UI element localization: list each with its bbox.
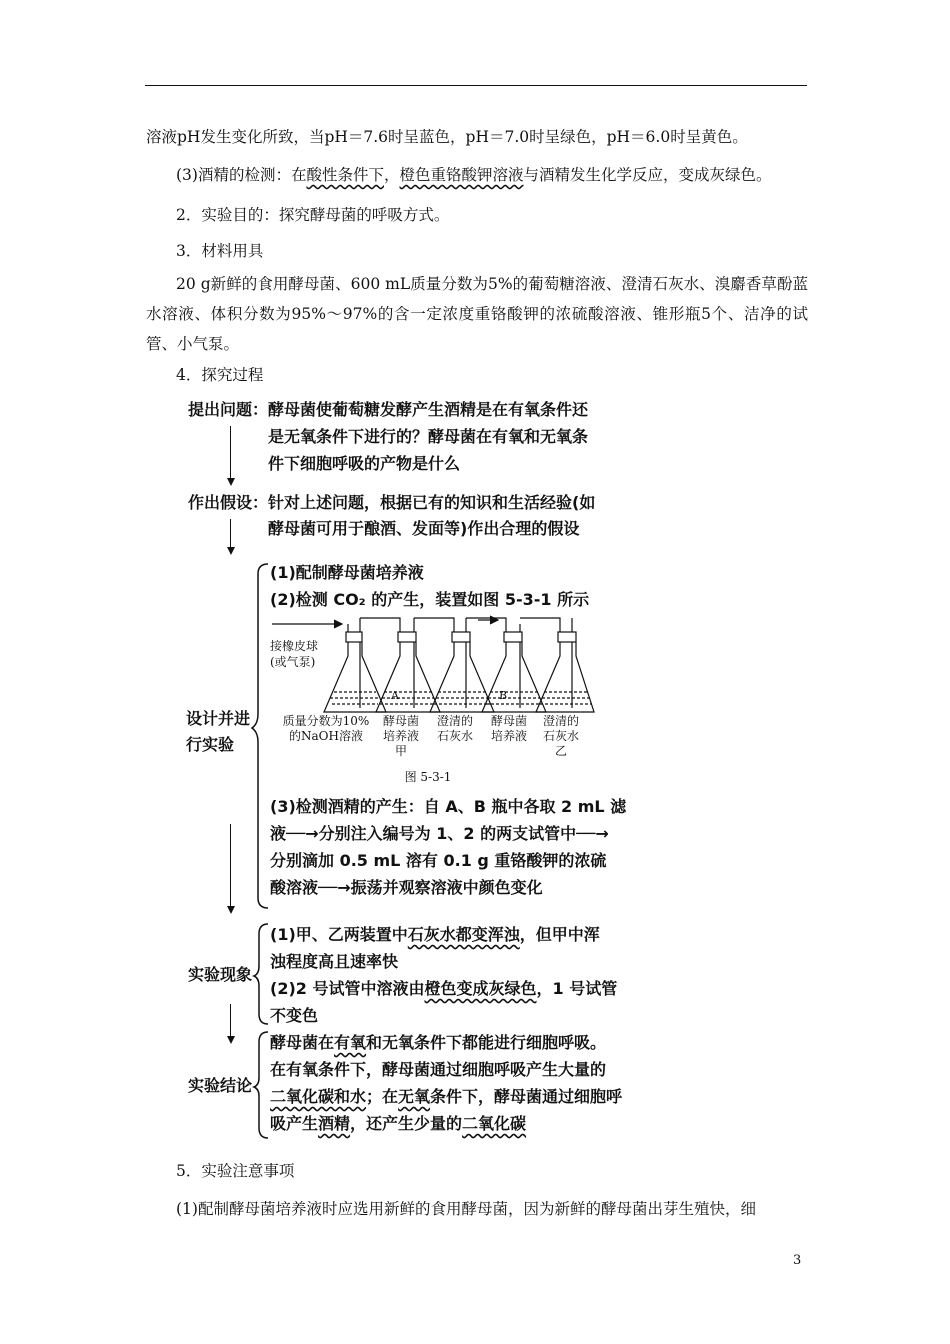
arrow-4-shaft bbox=[230, 1004, 231, 1038]
apparatus-diagram bbox=[268, 612, 598, 717]
figure-caption: 图 5-3-1 bbox=[404, 770, 452, 784]
design-step-3-line-2: 液──→分别注入编号为 1、2 的两支试管中──→ bbox=[270, 824, 609, 843]
observation-brace bbox=[252, 922, 272, 1026]
observation-1-suffix: ，但甲中浑 bbox=[519, 925, 600, 944]
conclusion-3-a: ；在 bbox=[366, 1087, 399, 1106]
section-2-purpose: 2．实验目的：探究酵母菌的呼吸方式。 bbox=[176, 206, 450, 224]
observation-1-underline: 石灰水都变浑浊 bbox=[407, 925, 520, 944]
flask-caption-1 bbox=[274, 714, 378, 744]
conclusion-1-b: 和无氧条件下都能进行细胞呼吸。 bbox=[366, 1033, 607, 1052]
alcohol-test-underline-1: 酸性条件下 bbox=[306, 166, 384, 184]
flask-caption-1-line-2: 的NaOH溶液 bbox=[289, 729, 363, 743]
observation-label: 实验现象 bbox=[188, 965, 253, 984]
conclusion-1-a: 酵母菌在 bbox=[270, 1033, 335, 1052]
flask-caption-3-line-1: 澄清的 bbox=[436, 714, 473, 728]
flask-caption-2-line-1: 酵母菌 bbox=[382, 714, 419, 728]
conclusion-1-underline: 有氧 bbox=[334, 1033, 367, 1052]
materials-paragraph: 20 g新鲜的食用酵母菌、600 mL质量分数为5%的葡萄糖溶液、澄清石灰水、溴麝香草酚蓝水溶液、体积分数为95%～97%的含一定浓度重铬酸钾的浓硫酸溶液、锥形瓶5个、洁净的试管、小气泵。 bbox=[146, 275, 808, 353]
flask-caption-4 bbox=[484, 714, 534, 744]
observation-1-line-2: 浊程度高且速率快 bbox=[270, 952, 399, 971]
section-5-heading: 5．实验注意事项 bbox=[176, 1162, 295, 1180]
flask-letter-b: B bbox=[498, 689, 508, 702]
design-label-line-1: 设计并进 bbox=[186, 709, 251, 728]
conclusion-brace bbox=[252, 1030, 272, 1140]
conclusion-3-underline-2: 无氧 bbox=[398, 1087, 431, 1106]
flask-4 bbox=[482, 632, 546, 712]
observation-2-line-1 bbox=[270, 978, 617, 1000]
flask-3 bbox=[430, 632, 494, 712]
flask-5 bbox=[536, 632, 594, 712]
section-3-heading: 3．材料用具 bbox=[176, 242, 264, 260]
flask-caption-4-line-1: 酵母菌 bbox=[490, 714, 527, 728]
question-line-1: 酵母菌使葡萄糖发酵产生酒精是在有氧条件还 bbox=[268, 400, 589, 419]
flask-caption-5-line-2: 石灰水 bbox=[542, 729, 579, 743]
arrow-4-head bbox=[227, 1036, 235, 1044]
section-4-heading: 4．探究过程 bbox=[176, 366, 264, 384]
flask-letter-a: A bbox=[391, 689, 399, 702]
arrow-3-shaft bbox=[230, 824, 231, 908]
alcohol-test-mid: ， bbox=[383, 166, 400, 184]
text-line-ph: 溶液pH发生变化所致，当pH＝7.6时呈蓝色，pH＝7.0时呈绿色，pH＝6.0时呈黄色。 bbox=[146, 128, 748, 146]
arrow-1-shaft bbox=[230, 426, 231, 480]
flask-caption-3-line-2: 石灰水 bbox=[436, 729, 473, 743]
note-1-line: (1)配制酵母菌培养液时应选用新鲜的食用酵母菌，因为新鲜的酵母菌出芽生殖快，细 bbox=[176, 1200, 756, 1218]
arrow-3-head bbox=[227, 906, 235, 914]
flask-caption-2 bbox=[376, 714, 426, 759]
conclusion-4-underline-1: 酒精 bbox=[318, 1114, 351, 1133]
conclusion-line-3 bbox=[270, 1086, 622, 1108]
question-label: 提出问题： bbox=[188, 400, 269, 419]
conclusion-line-4 bbox=[270, 1113, 526, 1135]
arrow-1-head bbox=[227, 478, 235, 486]
pump-label-2: (或气泵) bbox=[270, 655, 316, 669]
question-line-3: 件下细胞呼吸的产物是什么 bbox=[268, 454, 461, 473]
design-step-1: (1)配制酵母菌培养液 bbox=[270, 563, 424, 582]
flask-caption-3 bbox=[430, 714, 480, 744]
question-line-2: 是无氧条件下进行的？酵母菌在有氧和无氧条 bbox=[268, 427, 589, 446]
conclusion-line-1 bbox=[270, 1032, 606, 1054]
flask-1 bbox=[324, 632, 386, 712]
flask-caption-4-line-2: 培养液 bbox=[490, 729, 527, 743]
pump-label-1: 接橡皮球 bbox=[270, 639, 319, 653]
conclusion-4-b: ，还产生少量的 bbox=[350, 1114, 463, 1133]
design-step-3-line-1: (3)检测酒精的产生：自 A、B 瓶中各取 2 mL 滤 bbox=[270, 797, 627, 816]
flask-caption-5-line-1: 澄清的 bbox=[542, 714, 579, 728]
page-number: 3 bbox=[793, 1253, 802, 1268]
hypothesis-label: 作出假设： bbox=[188, 493, 269, 512]
alcohol-test-suffix: 与酒精发生化学反应，变成灰绿色。 bbox=[523, 166, 772, 184]
conclusion-4-a: 吸产生 bbox=[270, 1114, 319, 1133]
header-rule bbox=[145, 85, 807, 86]
observation-2-underline: 橙色变成灰绿色 bbox=[424, 979, 537, 998]
conclusion-line-2: 在有氧条件下，酵母菌通过细胞呼吸产生大量的 bbox=[270, 1060, 607, 1079]
conclusion-label: 实验结论 bbox=[188, 1076, 253, 1095]
flask-caption-2-line-2: 培养液 bbox=[382, 729, 419, 743]
conclusion-3-underline-1: 二氧化碳和水 bbox=[270, 1087, 367, 1106]
observation-1-prefix: (1)甲、乙两装置中 bbox=[270, 925, 408, 944]
flask-caption-1-line-1: 质量分数为10% bbox=[282, 714, 370, 728]
design-step-3-line-3: 分别滴加 0.5 mL 溶有 0.1 g 重铬酸钾的浓硫 bbox=[270, 851, 607, 870]
design-step-3-line-4: 酸溶液──→振荡并观察溶液中颜色变化 bbox=[270, 878, 543, 897]
design-label-line-2: 行实验 bbox=[186, 735, 235, 754]
arrow-2-shaft bbox=[230, 519, 231, 549]
alcohol-test-prefix: (3)酒精的检测：在 bbox=[176, 166, 307, 184]
conclusion-3-b: 条件下，酵母菌通过细胞呼 bbox=[430, 1087, 623, 1106]
conclusion-4-underline-2: 二氧化碳 bbox=[462, 1114, 527, 1133]
arrow-2-head bbox=[227, 547, 235, 555]
observation-1-line-1 bbox=[270, 924, 600, 946]
design-step-2: (2)检测 CO₂ 的产生，装置如图 5-3-1 所示 bbox=[270, 590, 590, 609]
text-line-alcohol-test bbox=[176, 164, 772, 186]
observation-2-suffix: ，1 号试管 bbox=[536, 979, 618, 998]
flask-caption-5-line-3: 乙 bbox=[554, 744, 567, 758]
flask-caption-2-line-3: 甲 bbox=[394, 744, 407, 758]
observation-2-line-2: 不变色 bbox=[270, 1006, 319, 1025]
flask-caption-5 bbox=[536, 714, 586, 759]
alcohol-test-underline-2: 橙色重铬酸钾溶液 bbox=[399, 166, 524, 184]
observation-2-prefix: (2)2 号试管中溶液由 bbox=[270, 979, 425, 998]
hypothesis-line-1: 针对上述问题，根据已有的知识和生活经验(如 bbox=[268, 493, 596, 512]
hypothesis-line-2: 酵母菌可用于酿酒、发面等)作出合理的假设 bbox=[268, 519, 580, 538]
